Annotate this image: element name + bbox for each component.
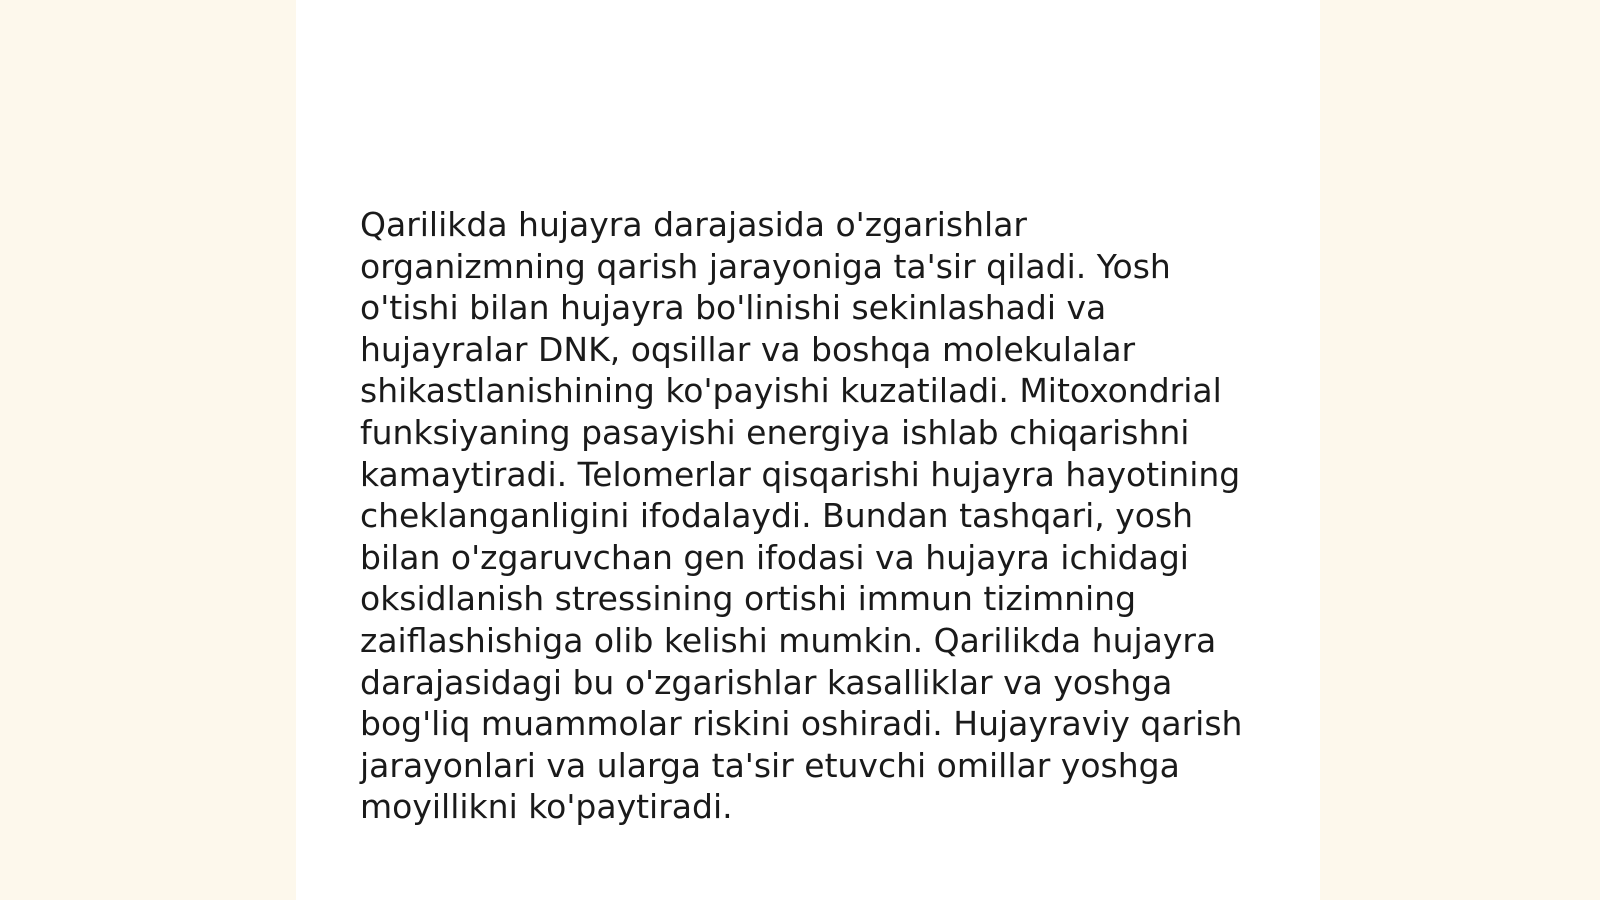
- document-page: [296, 0, 1320, 900]
- body-paragraph: Qarilikda hujayra darajasida o'zgarishlar organizmning qarish jarayoniga ta'sir qiladi. Yosh o'tishi bilan hujayra bo'linishi sekinlashadi va hujayralar DNK, oqsillar va boshqa molekulalar shikastlanishining ko'payishi kuzatiladi. Mitoxondrial funksiyaning pasayishi energiya ishlab chiqarishni kamaytiradi. Telomerlar qisqarishi hujayra hayotining cheklanganligini ifodalaydi. Bundan tashqari, yosh bilan o'zgaruvchan gen ifodasi va hujayra ichidagi oksidlanish stressining ortishi immun tizimning zaiflashishiga olib kelishi mumkin. Qarilikda hujayra darajasidagi bu o'zgarishlar kasalliklar va yoshga bog'liq muammolar riskini oshiradi. Hujayraviy qarish jarayonlari va ularga ta'sir etuvchi omillar yoshga moyillikni ko'paytiradi.: [360, 205, 1243, 827]
